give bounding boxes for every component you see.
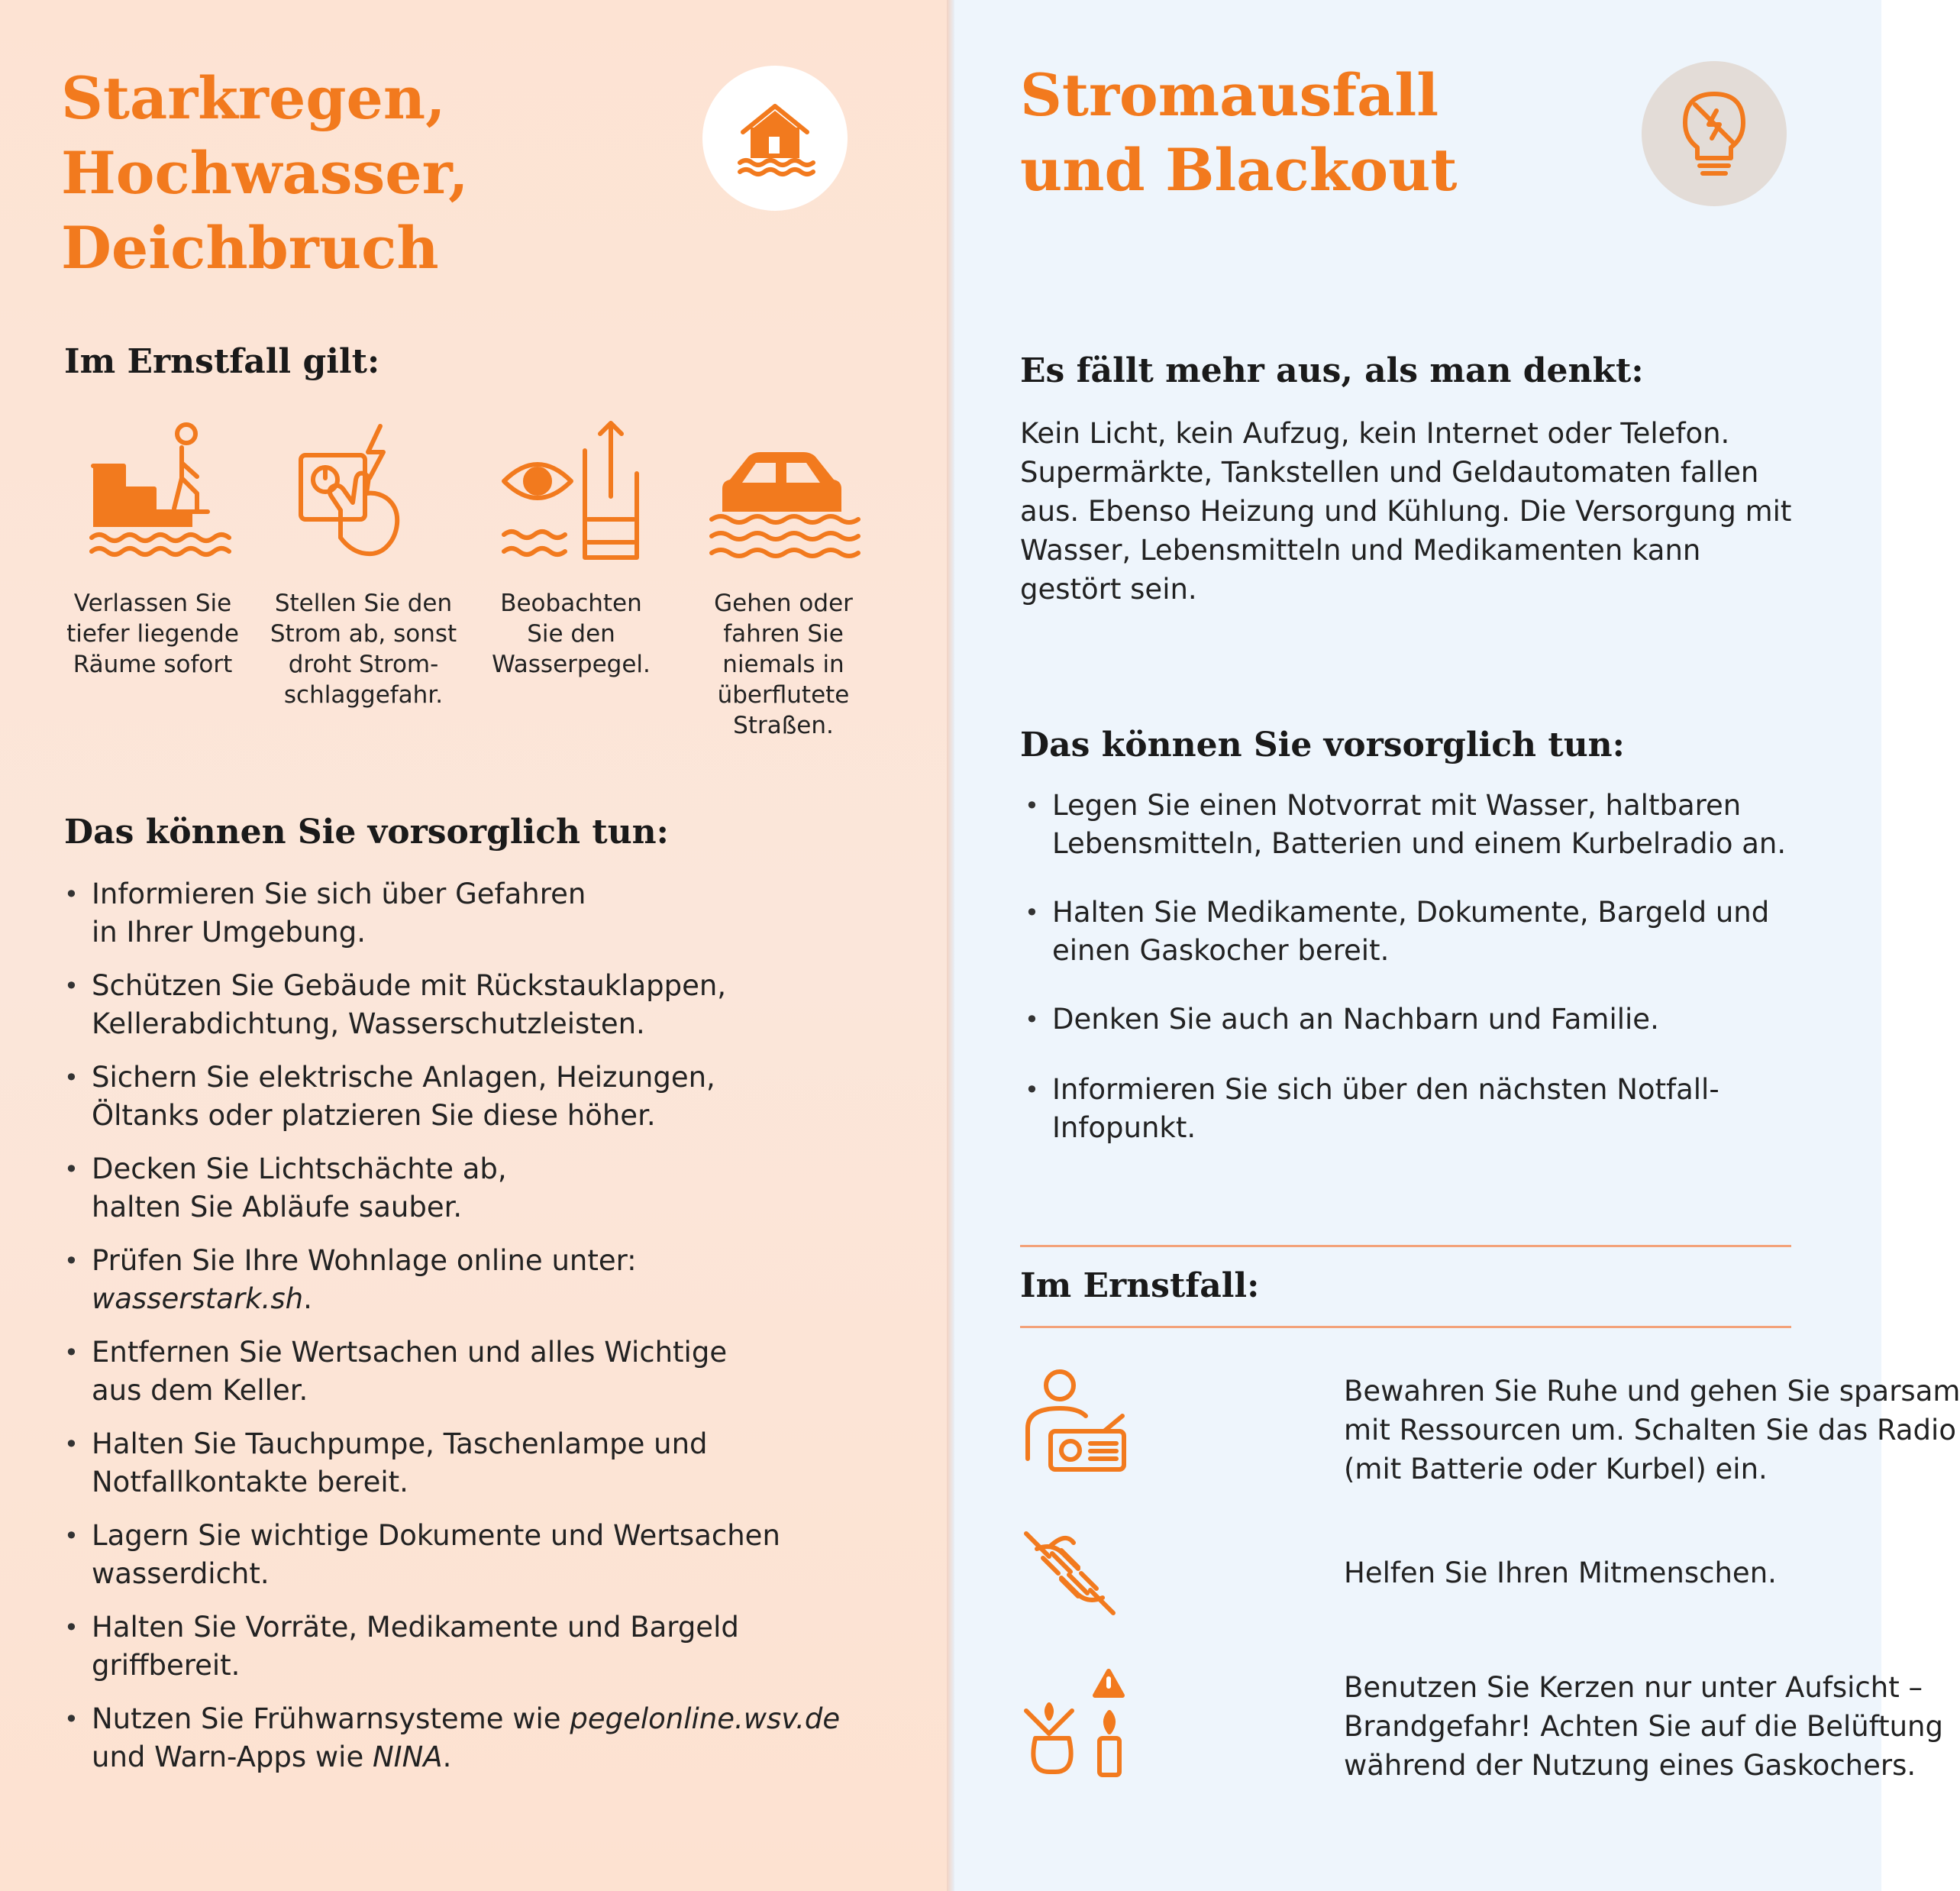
flood-prep-list [60,875,840,1776]
flood-title: Starkregen, Hochwasser, Deichbruch [61,64,469,282]
action-caption-leave-rooms: Verlassen Sie tiefer liegende Räume sofort [66,590,239,678]
blackout-prep-list [1020,787,1786,1147]
watch-water-level-icon [499,420,652,573]
list-item: • Prüfen Sie Ihre Wohnlage online unter: wasserstark.sh. [60,1242,840,1318]
house-flood-icon [702,66,848,211]
car-flooded-icon [706,420,858,565]
candle-gas-stove-warning-icon [1020,1665,1135,1779]
emergency-item-radio [1020,1367,1960,1497]
list-item: • Entfernen Sie Wertsachen und alles Wichtige aus dem Keller. [60,1333,840,1410]
list-item: • Sichern Sie elektrische Anlagen, Heizungen, Öltanks oder platzieren Sie diese höher. [60,1059,840,1135]
blackout-intro-heading: Es fällt mehr aus, als man denkt: [1020,351,1644,390]
flood-prep-heading: Das können Sie vorsorglich tun: [64,813,669,852]
action-caption-power-off: Stellen Sie den Strom ab, sonst droht Strom- schlaggefahr. [270,590,457,709]
list-item: • Nutzen Sie Frühwarnsysteme wie pegelonline.wsv.de und Warn-Apps wie NINA. [60,1700,840,1776]
blackout-emergency-heading: Im Ernstfall: [1020,1266,1260,1305]
list-item: • Schützen Sie Gebäude mit Rückstauklappen, Kellerabdichtung, Wasserschutzleisten. [60,967,840,1043]
emergency-item-candles [1020,1665,1943,1787]
divider-top [1020,1245,1791,1247]
page-fold [947,0,954,1891]
climb-stairs-flood-icon [86,420,238,565]
emergency-item-help [1020,1527,1822,1619]
list-item: • Halten Sie Tauchpumpe, Taschenlampe und Notfallkontakte bereit. [60,1425,840,1501]
flood-emergency-heading: Im Ernstfall gilt: [64,342,380,381]
flood-panel [0,0,947,1891]
blackout-panel [954,0,1960,1891]
action-caption-flooded-streets: Gehen oder fahren Sie niemals in überflutete Straßen. [714,590,853,739]
list-item: • Lagern Sie wichtige Dokumente und Wertsachen wasserdicht. [60,1517,840,1593]
action-caption-water-level: Beobachten Sie den Wasserpegel. [492,590,651,678]
list-item: • Halten Sie Vorräte, Medikamente und Bargeld griffbereit. [60,1608,840,1685]
list-item: • Informieren Sie sich über den nächsten Notfall- Infopunkt. [1020,1071,1786,1147]
person-radio-icon [1020,1367,1127,1474]
emergency-text-candles: Benutzen Sie Kerzen nur unter Aufsicht – Brandgefahr! Achten Sie auf die Belüftung während der Nutzung eines Gaskochers. [1344,1671,1943,1782]
list-item: • Halten Sie Medikamente, Dokumente, Bargeld und einen Gaskocher bereit. [1020,894,1786,970]
lightbulb-off-icon [1642,61,1787,206]
emergency-text-help: Helfen Sie Ihren Mitmenschen. [1344,1556,1777,1589]
blackout-intro-text: Kein Licht, kein Aufzug, kein Internet oder Telefon. Supermärkte, Tankstellen und Geldautomaten fallen aus. Ebenso Heizung und Kühlung. Die Versorgung mit Wasser, Lebensmitteln und Medikamenten kann gestört sein. [1020,417,1792,606]
list-item: • Decken Sie Lichtschächte ab, halten Sie Abläufe sauber. [60,1150,840,1227]
flood-action-icons [49,420,904,573]
blackout-title: Stromausfall und Blackout [1020,61,1458,204]
switch-off-power-icon [295,420,432,565]
blackout-prep-heading: Das können Sie vorsorglich tun: [1020,726,1625,764]
list-item: • Denken Sie auch an Nachbarn und Familie. [1020,1000,1786,1039]
helping-hands-icon [1020,1527,1119,1619]
wasserstark-link[interactable]: wasserstark.sh [92,1282,304,1315]
nina-app-link[interactable]: NINA [372,1741,443,1773]
divider-bottom [1020,1326,1791,1328]
emergency-text-radio: Bewahren Sie Ruhe und gehen Sie sparsam mit Ressourcen um. Schalten Sie das Radio (mit Batterie oder Kurbel) ein. [1344,1375,1960,1485]
list-item: • Legen Sie einen Notvorrat mit Wasser, haltbaren Lebensmitteln, Batterien und einem Kurbelradio an. [1020,787,1786,863]
pegelonline-link[interactable]: pegelonline.wsv.de [570,1702,841,1735]
list-item: • Informieren Sie sich über Gefahren in Ihrer Umgebung. [60,875,840,952]
wohnlage-link-line: wasserstark.sh. [92,1282,312,1315]
